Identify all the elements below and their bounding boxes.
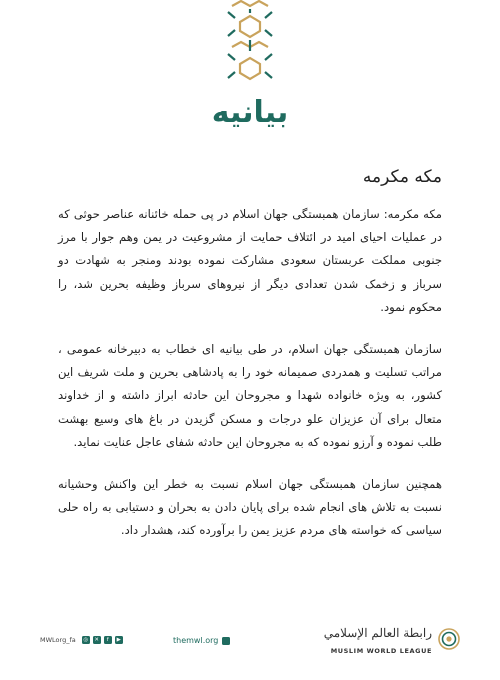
logo-english-text: MUSLIM WORLD LEAGUE bbox=[330, 647, 432, 655]
paragraph: مکه مکرمه: سازمان همبستگی جهان اسلام در پی حمله خائنانه عناصر حوثی که در عملیات احیای امید در ائتلاف حمایت از مشروعیت در یمن وهم جوار با مرز جنوبی مملکت عربستان سعودی مشارکت نموده بودند ومنجر به شهادت دو سرباز و زخمک شدن تعدادی دیگر از نیروهای سرباز وظیفه بحرین شد، را محکوم نمود. bbox=[58, 207, 442, 314]
paragraph: همچنین سازمان همبستگی جهان اسلام نسبت به خطر این واکنش وحشیانه نسبت به تلاش های انجام شده برای پایان دادن به بحران و دستیابی به راه حلی سیاسی که خواسته های مردم عزیز یمن را برآورده کند، هشدار داد. bbox=[58, 477, 442, 538]
x-icon[interactable]: ✕ bbox=[94, 637, 100, 643]
mwl-emblem-icon bbox=[438, 628, 460, 650]
geometric-ornament-icon bbox=[223, 0, 277, 88]
social-handle[interactable]: MWLorg_fa bbox=[40, 636, 76, 644]
mwl-logo bbox=[323, 624, 460, 664]
social-links bbox=[40, 636, 123, 644]
paragraph: سازمان همبستگی جهان اسلام، در طی بیانیه ای خطاب به دبیرخانه عمومی ، مراتب تسلیت و همدردی صمیمانه خود را به پادشاهی بحرین و ملت شریف این کشور، به ویژه خانواده شهدا و مجروحان این حادثه ابراز داشته و از خداوند متعال برای آن عزیزان علو درجات و مسکن گزیدن در باغ های وسیع بهشت طلب نموده و آرزو نموده که به مجروحان این حادثه شفای عاجل عنایت نماید. bbox=[58, 342, 442, 449]
globe-icon bbox=[222, 637, 230, 645]
location-heading: مکه مکرمه bbox=[362, 167, 442, 187]
statement-body bbox=[58, 203, 442, 562]
website-link[interactable] bbox=[173, 636, 230, 645]
footer bbox=[40, 622, 460, 672]
instagram-icon[interactable]: ◎ bbox=[83, 637, 89, 643]
facebook-icon[interactable]: f bbox=[104, 636, 112, 644]
website-text[interactable]: themwl.org bbox=[173, 636, 219, 645]
youtube-icon[interactable]: ▶ bbox=[116, 637, 121, 643]
page-title: بیانیه bbox=[211, 95, 289, 130]
logo-arabic-text: رابطة العالم الإسلامي bbox=[323, 626, 432, 640]
